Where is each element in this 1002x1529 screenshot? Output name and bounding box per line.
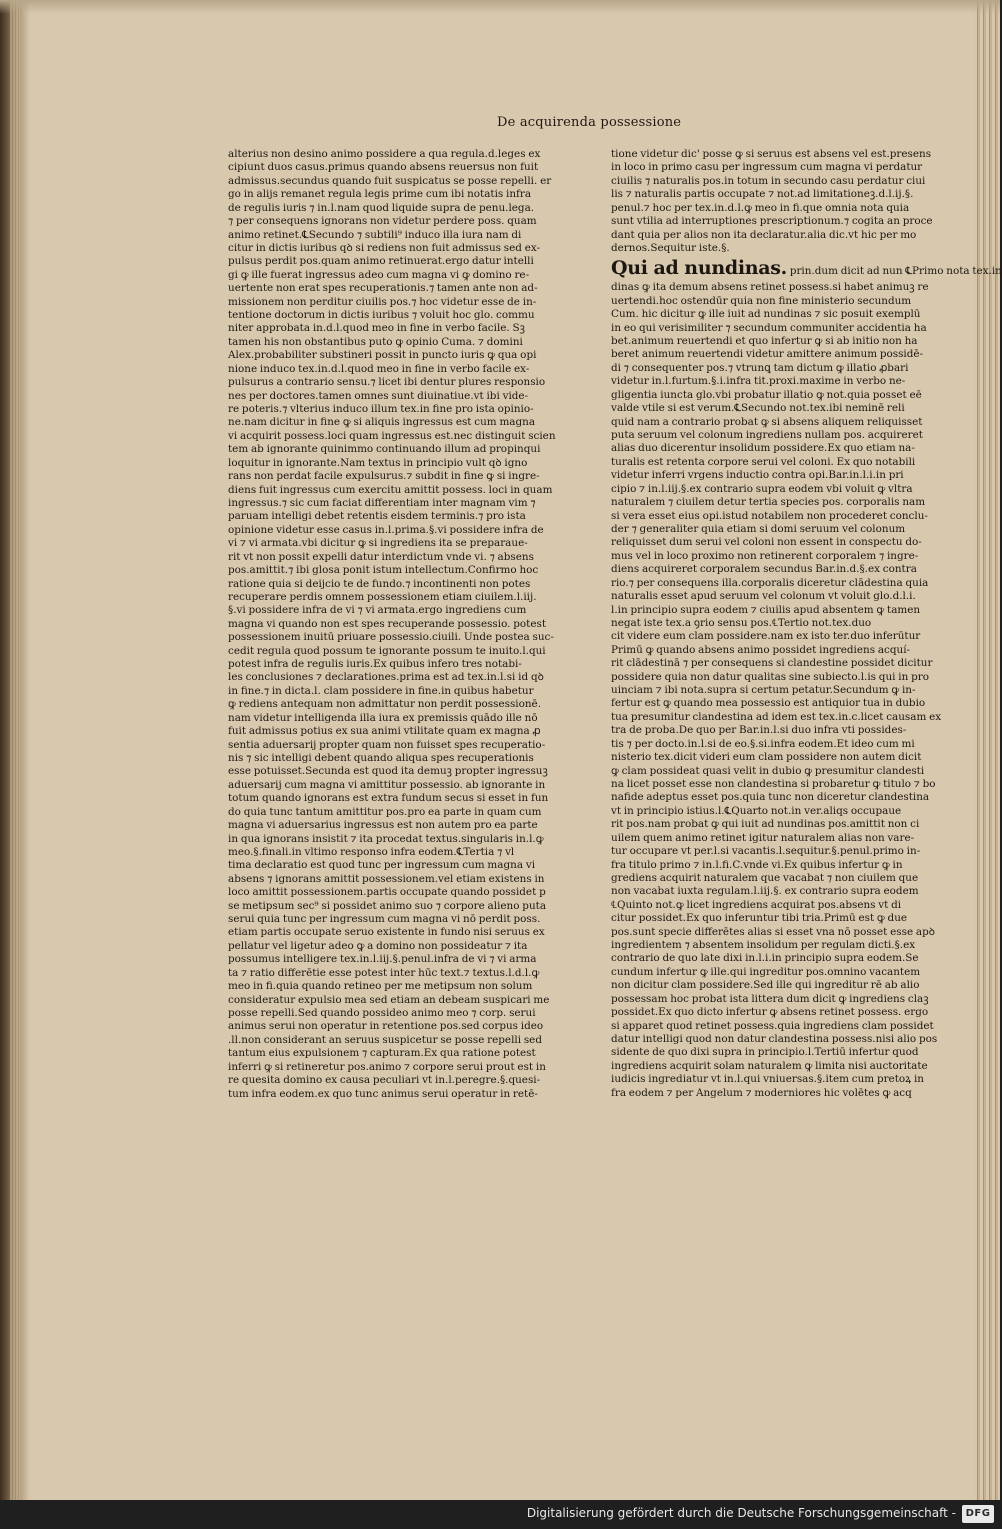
text-line: animus serui non operatur in retentione pos.sed corpus ideo [228, 1020, 544, 1033]
text-line: tima declaratio est quod tunc per ingressum cum magna vi [228, 859, 536, 872]
text-line: in fine.⁊ in dicta.l. clam possidere in fine.in quibus habetur [228, 684, 534, 697]
text-line: .ll.non considerant an seruus suspicetur se posse repelli sed [228, 1033, 542, 1046]
text-line: rit vt non possit expelli datur interdictum vnde vi. ⁊ absens [228, 550, 534, 563]
text-line: recuperare perdis omnem possessionem etiam ciuilem.l.iij. [228, 590, 537, 603]
text-line: naturalem ⁊ ciuilem detur tertia species pos. corporalis nam [611, 496, 926, 509]
text-line: datur intelligi quod non datur clandestina possess.nisi alio pos [611, 1033, 938, 1045]
text-line: ne.nam dicitur in fine ꝙ si aliquis ingressus est cum magna [228, 416, 536, 429]
text-line: citur possidet.Ex quo inferuntur tibi tria.Primū est ꝙ due [611, 912, 908, 925]
text-line: tum infra eodem.ex quo tunc animus serui operatur in retē- [228, 1087, 538, 1100]
text-line: potest infra de regulis iuris.Ex quibus infero tres notabi- [228, 658, 522, 671]
text-line: do quia tunc tantum amittitur pos.pro ea parte in quam cum [228, 805, 542, 818]
text-line: §.vi possidere infra de vi ⁊ vi armata.ergo ingrediens cum [228, 604, 527, 617]
text-line: posse repelli.Sed quando possideo animo meo ⁊ corp. serui [228, 1007, 536, 1019]
text-line: videtur in.l.furtum.§.i.infra tit.proxi.maxime in verbo ne- [611, 375, 906, 388]
right-column-body-text [611, 281, 943, 1100]
text-line: Cum. hic dicitur ꝙ ille iuit ad nundinas ⁊ sic posuit exemplū [611, 308, 921, 321]
text-line: ⁊ per consequens ignorans non videtur perdere poss. quam [228, 215, 537, 228]
text-line: videtur inferri vrgens inductio contra opi.Bar.in.l.i.in pri [611, 469, 904, 482]
text-line: alias duo dicerentur insolidum possidere.Ex quo etiam na- [611, 442, 915, 455]
text-line: tra de proba.De quo per Bar.in.l.si duo infra vti possides- [611, 724, 907, 737]
text-line: fuit admissus potius ex sua animi vtilitate quam ex magna ꝓ [228, 725, 541, 738]
text-line: possidere quia non datur qualitas sine subiecto.l.is qui in pro [611, 670, 929, 683]
text-line: missionem non perditur ciuilis pos.⁊ hoc videtur esse de in- [228, 295, 537, 308]
text-line: in eo qui verisimiliter ⁊ secundum communiter accidentia ha [611, 321, 927, 334]
text-line: quid nam a contrario probat ꝙ si absens aliquem reliquisset [611, 415, 923, 428]
text-line: bet.animum reuertendi et quo infertur ꝙ si ab initio non ha [611, 335, 918, 348]
text-line: di ⁊ consequenter pos.⁊ vtrunꝗ tam dictum ꝙ illatio ꝓbari [611, 361, 909, 374]
text-line: na licet posset esse non clandestina si probaretur ꝙ titulo ⁊ bo [611, 777, 936, 790]
text-line: negat iste tex.a ꝯrio sensu pos.℄Tertio not.tex.duo [611, 616, 872, 629]
text-line: contrario de quo late dixi in.l.i.in principio supra eodem.Se [611, 952, 919, 965]
text-line: meo.§.finali.in vltimo responso infra eodem.℄Tertia ⁊ vl [228, 845, 515, 858]
text-line: pos.amittit.⁊ ibi glosa ponit istum intellectum.Confirmo hoc [228, 564, 539, 577]
text-line: uertendi.hoc ostendūr quia non fine ministerio secundum [611, 294, 912, 307]
text-line: gi ꝙ ille fuerat ingressus adeo cum magna vi ꝙ domino re- [228, 268, 530, 281]
right-column-top-text [611, 148, 943, 255]
text-line: dant quia per alios non ita declaratur.alia dic.vt hic per mo [611, 228, 917, 241]
text-line: fra eodem ⁊ per Angelum ⁊ moderniores hic volētes ꝙ acq [611, 1086, 912, 1099]
text-line: cundum infertur ꝙ ille.qui ingreditur pos.omnino vacantem [611, 965, 921, 978]
text-line: tentione doctorum in dictis iuribus ⁊ voluit hoc glo. commu [228, 309, 535, 322]
section-heading-rest: prin.dum dicit ad nun [789, 265, 903, 278]
text-line: tis ⁊ per docto.in.l.si de eo.§.si.infra eodem.Et ideo cum mi [611, 737, 915, 750]
text-line: opinione videtur esse casus in.l.prima.§.vi possidere infra de [228, 523, 544, 536]
text-line: cit videre eum clam possidere.nam ex isto ter.duo inferūtur [611, 630, 921, 643]
text-line: go in alijs remanet regula legis prime cum ibi notatis infra [228, 188, 532, 201]
text-line: fertur est ꝙ quando mea possessio est antiquior tua in dubio [611, 697, 926, 710]
text-line: re poteris.⁊ vlterius induco illum tex.in fine pro ista opinio- [228, 403, 534, 416]
section-heading: Qui ad nundinas. [611, 257, 787, 280]
text-line: sentia aduersarij propter quam non fuisset spes recuperatio- [228, 738, 546, 751]
text-line: ciuilis ⁊ naturalis pos.in totum in secundo casu perdatur ciui [611, 174, 926, 187]
text-line: ingressus.⁊ sic cum faciat differentiam inter magnam vim ⁊ [228, 496, 536, 509]
text-line: penul.⁊ hoc per tex.in.d.l.ꝙ meo in fi.que omnia nota quia [611, 201, 910, 214]
text-line: cipiunt duos casus.primus quando absens reuersus non fuit [228, 161, 539, 174]
text-line: uertente non erat spes recuperationis.⁊ tamen ante non ad- [228, 282, 538, 295]
text-line: paruam intelligi debet retentis eisdem terminis.⁊ pro ista [228, 510, 526, 523]
text-line: nis ⁊ sic intelligi debent quando aliqua spes recuperationis [228, 751, 534, 764]
text-line: vi ⁊ vi armata.vbi dicitur ꝙ si ingrediens ita se preparaue- [228, 537, 528, 550]
text-line: iudicis ingrediatur vt in.l.qui vniuersas.§.item cum pretoꝝ in [611, 1073, 924, 1086]
text-line: loco amittit possessionem.partis occupate quando possidet p [228, 886, 546, 899]
text-line: nes per doctores.tamen omnes sunt diuinatiue.vt ibi vide- [228, 389, 529, 402]
text-line: tamen his non obstantibus puto ꝙ opinio Cuma. ⁊ domini [228, 335, 523, 348]
text-line: tur occupare vt per.l.si vacantis.l.sequitur.§.penul.primo in- [611, 845, 921, 858]
text-line: pulsurus a contrario sensu.⁊ licet ibi dentur plures responsio [228, 376, 546, 389]
text-line: animo retinet.℄Secundo ⁊ subtili⁹ induco illa iura nam di [228, 228, 522, 241]
right-text-column [611, 148, 1002, 1100]
text-line: magna vi aduersarius ingressus est non autem pro ea parte [228, 819, 538, 832]
text-line: les conclusiones ⁊ declarationes.prima est ad tex.in.l.si id qꝺ [228, 671, 544, 684]
page-stack-left [10, 0, 20, 1500]
text-line: magna vi quando non est spes recuperande possessio. potest [228, 617, 547, 630]
text-line: consideratur expulsio mea sed etiam an debeam suspicari me [228, 993, 550, 1006]
text-line: non dicitur clam possidere.Sed ille qui ingreditur rē ab alio [611, 979, 920, 992]
text-line: dernos.Sequitur iste.§. [611, 241, 730, 254]
text-line: Alex.probabiliter substineri possit in puncto iuris ꝙ qua opi [228, 349, 537, 362]
text-line: in qua ignorans insistit ⁊ ita procedat textus.singularis in.l.ꝙ [228, 832, 544, 845]
text-line: inferri ꝙ si retineretur pos.animo ⁊ corpore serui prout est in [228, 1060, 546, 1073]
text-line: ℄Quinto not.ꝙ licet ingrediens acquirat pos.absens vt di [611, 898, 902, 911]
text-line: diens acquireret corporalem secundus Bar.in.d.§.ex contra [611, 563, 917, 576]
text-line: diens fuit ingressus cum exercitu amittit possess. loci in quam [228, 483, 553, 496]
text-line: lis ⁊ naturalis partis occupate ⁊ not.ad limitationeꝫ.d.l.ij.§. [611, 188, 914, 201]
text-line: aduersarij cum magna vi amittitur possessio. ab ignorante in [228, 778, 546, 791]
text-line: possessam hoc probat ista littera dum dicit ꝙ ingrediens claꝫ [611, 992, 929, 1005]
text-line: vi acquirit possess.loci quam ingressus est.nec distinguit scien [228, 429, 556, 442]
running-head: De acquirenda possessione [497, 115, 682, 130]
page-edges-right [974, 0, 1000, 1500]
text-line: nafide adeptus esset pos.quia tunc non diceretur clandestina [611, 791, 930, 804]
text-line: pulsus perdit pos.quam animo retinuerat.ergo datur intelli [228, 255, 534, 268]
text-line: non vacabat iuxta regulam.l.iij.§. ex contrario supra eodem [611, 885, 919, 898]
text-line: naturalis esset apud seruum vel colonum vt voluit glo.d.l.i. [611, 590, 916, 603]
text-line: niter approbata in.d.l.quod meo in fine in verbo facile. Sꝫ [228, 322, 525, 335]
text-line: si apparet quod retinet possess.quia ingrediens clam possidet [611, 1019, 934, 1032]
text-line: tione videtur dic' posse ꝙ si seruus est absens vel est.presens [611, 148, 932, 160]
text-line: fra titulo primo ⁊ in.l.fi.C.vnde vi.Ex quibus infertur ꝙ in [611, 858, 903, 871]
text-line: nam videtur intelligenda illa iura ex premissis quādo ille nō [228, 711, 538, 724]
footer-credit: Digitalisierung gefördert durch die Deutsche Forschungsgemeinschaft - [526, 1506, 956, 1520]
text-line: ꝙ clam possideat quasi velit in dubio ꝙ presumitur clandesti [611, 764, 925, 777]
text-line: ingrediens acquirit solam naturalem ꝙ limita nisi auctoritate [611, 1059, 928, 1072]
text-line: ingredientem ⁊ absentem insolidum per regulam dicti.§.ex [611, 939, 916, 952]
page-top-shadow [0, 0, 1000, 14]
text-line: citur in dictis iuribus qꝺ si rediens non fuit admissus sed ex- [228, 241, 541, 254]
text-line: tantum eius expulsionem ⁊ capturam.Ex qua ratione potest [228, 1047, 536, 1060]
text-line: possumus intelligere tex.in.l.iij.§.penul.infra de vi ⁊ vi arma [228, 953, 537, 966]
text-line: nisterio tex.dicit videri eum clam possidere non autem dicit [611, 751, 922, 764]
text-line: se metipsum sec⁹ si possidet animo suo ⁊ corpore alieno puta [228, 899, 547, 912]
text-line: ratione quia si deijcio te de fundo.⁊ incontinenti non potes [228, 577, 531, 590]
text-line: rit pos.nam probat ꝙ qui iuit ad nundinas pos.amittit non ci [611, 818, 920, 831]
text-line: admissus.secundus quando fuit suspicatus se posse repelli. er [228, 174, 552, 187]
dfg-logo: DFG [962, 1505, 994, 1523]
text-line: loquitur in ignorante.Nam textus in principio vult qꝺ igno [228, 456, 528, 469]
text-line: turalis est retenta corpore serui vel coloni. Ex quo notabili [611, 455, 916, 468]
section-heading-prefix: ℄Primo nota tex.in [905, 265, 1002, 278]
text-line: sidente de quo dixi supra in principio.l.Tertiū infertur quod [611, 1046, 919, 1059]
text-line: in loco in primo casu per ingressum cum magna vi perdatur [611, 161, 923, 174]
text-line: valde vtile si est verum.℄Secundo not.tex.ibi neminē reli [611, 402, 905, 415]
text-line: possidet.Ex quo dicto infertur ꝙ absens retinet possess. ergo [611, 1006, 929, 1019]
text-line: rio.⁊ per consequens illa.corporalis diceretur clādestina quia [611, 576, 929, 589]
text-line: puta seruum vel colonum ingrediens nullam pos. acquireret [611, 429, 923, 442]
text-line: Primū ꝙ quando absens animo possidet ingrediens acquí- [611, 643, 911, 656]
text-line: rans non perdat facile expulsurus.⁊ subdit in fine ꝙ si ingre- [228, 470, 540, 483]
text-line: alterius non desino animo possidere a qua regula.d.leges ex [228, 148, 541, 160]
text-line: beret animum reuertendi videtur amittere animum possidē- [611, 348, 924, 361]
text-line: vt in principio istius.l.℄Quarto not.in ver.aliqs occupaue [611, 804, 902, 817]
text-line: de regulis iuris ⁊ in.l.nam quod liquide supra de penu.lega. [228, 201, 535, 214]
text-line: tem ab ignorante quinimmo continuando illum ad propinqui [228, 443, 541, 456]
text-line: totum quando ignorans est extra fundum secus si esset in fun [228, 792, 549, 805]
text-line: absens ⁊ ignorans amittit possessionem.vel etiam existens in [228, 872, 545, 885]
text-line: serui quia tunc per ingressum cum magna vi nō perdit poss. [228, 913, 541, 926]
text-line: sunt vtilia ad interruptiones prescriptionum.⁊ cogita an proce [611, 215, 933, 228]
text-line: reliquisset dum serui vel coloni non essent in conspectu do- [611, 536, 922, 549]
text-line: l.in principio supra eodem ⁊ ciuilis apud absentem ꝙ tamen [611, 603, 921, 616]
text-line: meo in fi.quia quando retineo per me metipsum non solum [228, 980, 533, 993]
text-line: pellatur vel ligetur adeo ꝙ a domino non possideatur ⁊ ita [228, 939, 528, 952]
text-line: pos.sunt specie differētes alias si esset vna nō posset esse apꝺ [611, 925, 935, 938]
text-line: grediens acquirit naturalem que vacabat ⁊ non ciuilem que [611, 871, 919, 884]
text-line: nione induco tex.in.d.l.quod meo in fine in verbo facile ex- [228, 362, 530, 375]
text-line: cedit regula quod possum te ignorante possum te inuito.l.qui [228, 644, 546, 657]
text-line: etiam partis occupate seruo existente in fundo nisi seruus ex [228, 926, 545, 939]
text-line: ꝙ rediens antequam non admittatur non perdit possessionē. [228, 698, 541, 711]
left-text-column [228, 148, 558, 1101]
section-heading-line [611, 255, 1002, 281]
text-line: si vera esset eius opi.istud notabilem non procederet conclu- [611, 509, 928, 522]
text-line: ta ⁊ ratio differētie esse potest inter hūc text.⁊ textus.l.d.l.ꝙ [228, 966, 540, 979]
text-line: cipio ⁊ in.l.iij.§.ex contrario supra eodem vbi voluit ꝙ vltra [611, 482, 913, 495]
text-line: mus vel in loco proximo non retinerent corporalem ⁊ ingre- [611, 549, 919, 562]
text-line: esse potuisset.Secunda est quod ita demuꝫ propter ingressuꝫ [228, 765, 548, 778]
footer-bar [0, 1500, 1000, 1529]
text-line: uilem quem animo retinet igitur naturalem alias non vare- [611, 831, 915, 844]
text-line: uinciam ⁊ ibi nota.supra si certum petatur.Secundum ꝙ in- [611, 684, 916, 697]
text-line: dinas ꝙ ita demum absens retinet possess.si habet animuꝫ re [611, 281, 929, 294]
text-line: re quesita domino ex causa peculiari vt in.l.peregre.§.quesi- [228, 1074, 541, 1087]
text-line: der ⁊ generaliter quia etiam si domi seruum vel colonum [611, 522, 906, 535]
text-line: possessionem inuitū priuare possessio.ciuili. Unde postea suc- [228, 631, 554, 644]
text-line: gligentia iuncta glo.vbi probatur illatio ꝙ not.quia posset eē [611, 388, 922, 401]
text-line: tua presumitur clandestina ad idem est tex.in.c.licet causam ex [611, 710, 942, 723]
text-line: rit clādestinā ⁊ per consequens si clandestine possidet dicitur [611, 657, 933, 670]
